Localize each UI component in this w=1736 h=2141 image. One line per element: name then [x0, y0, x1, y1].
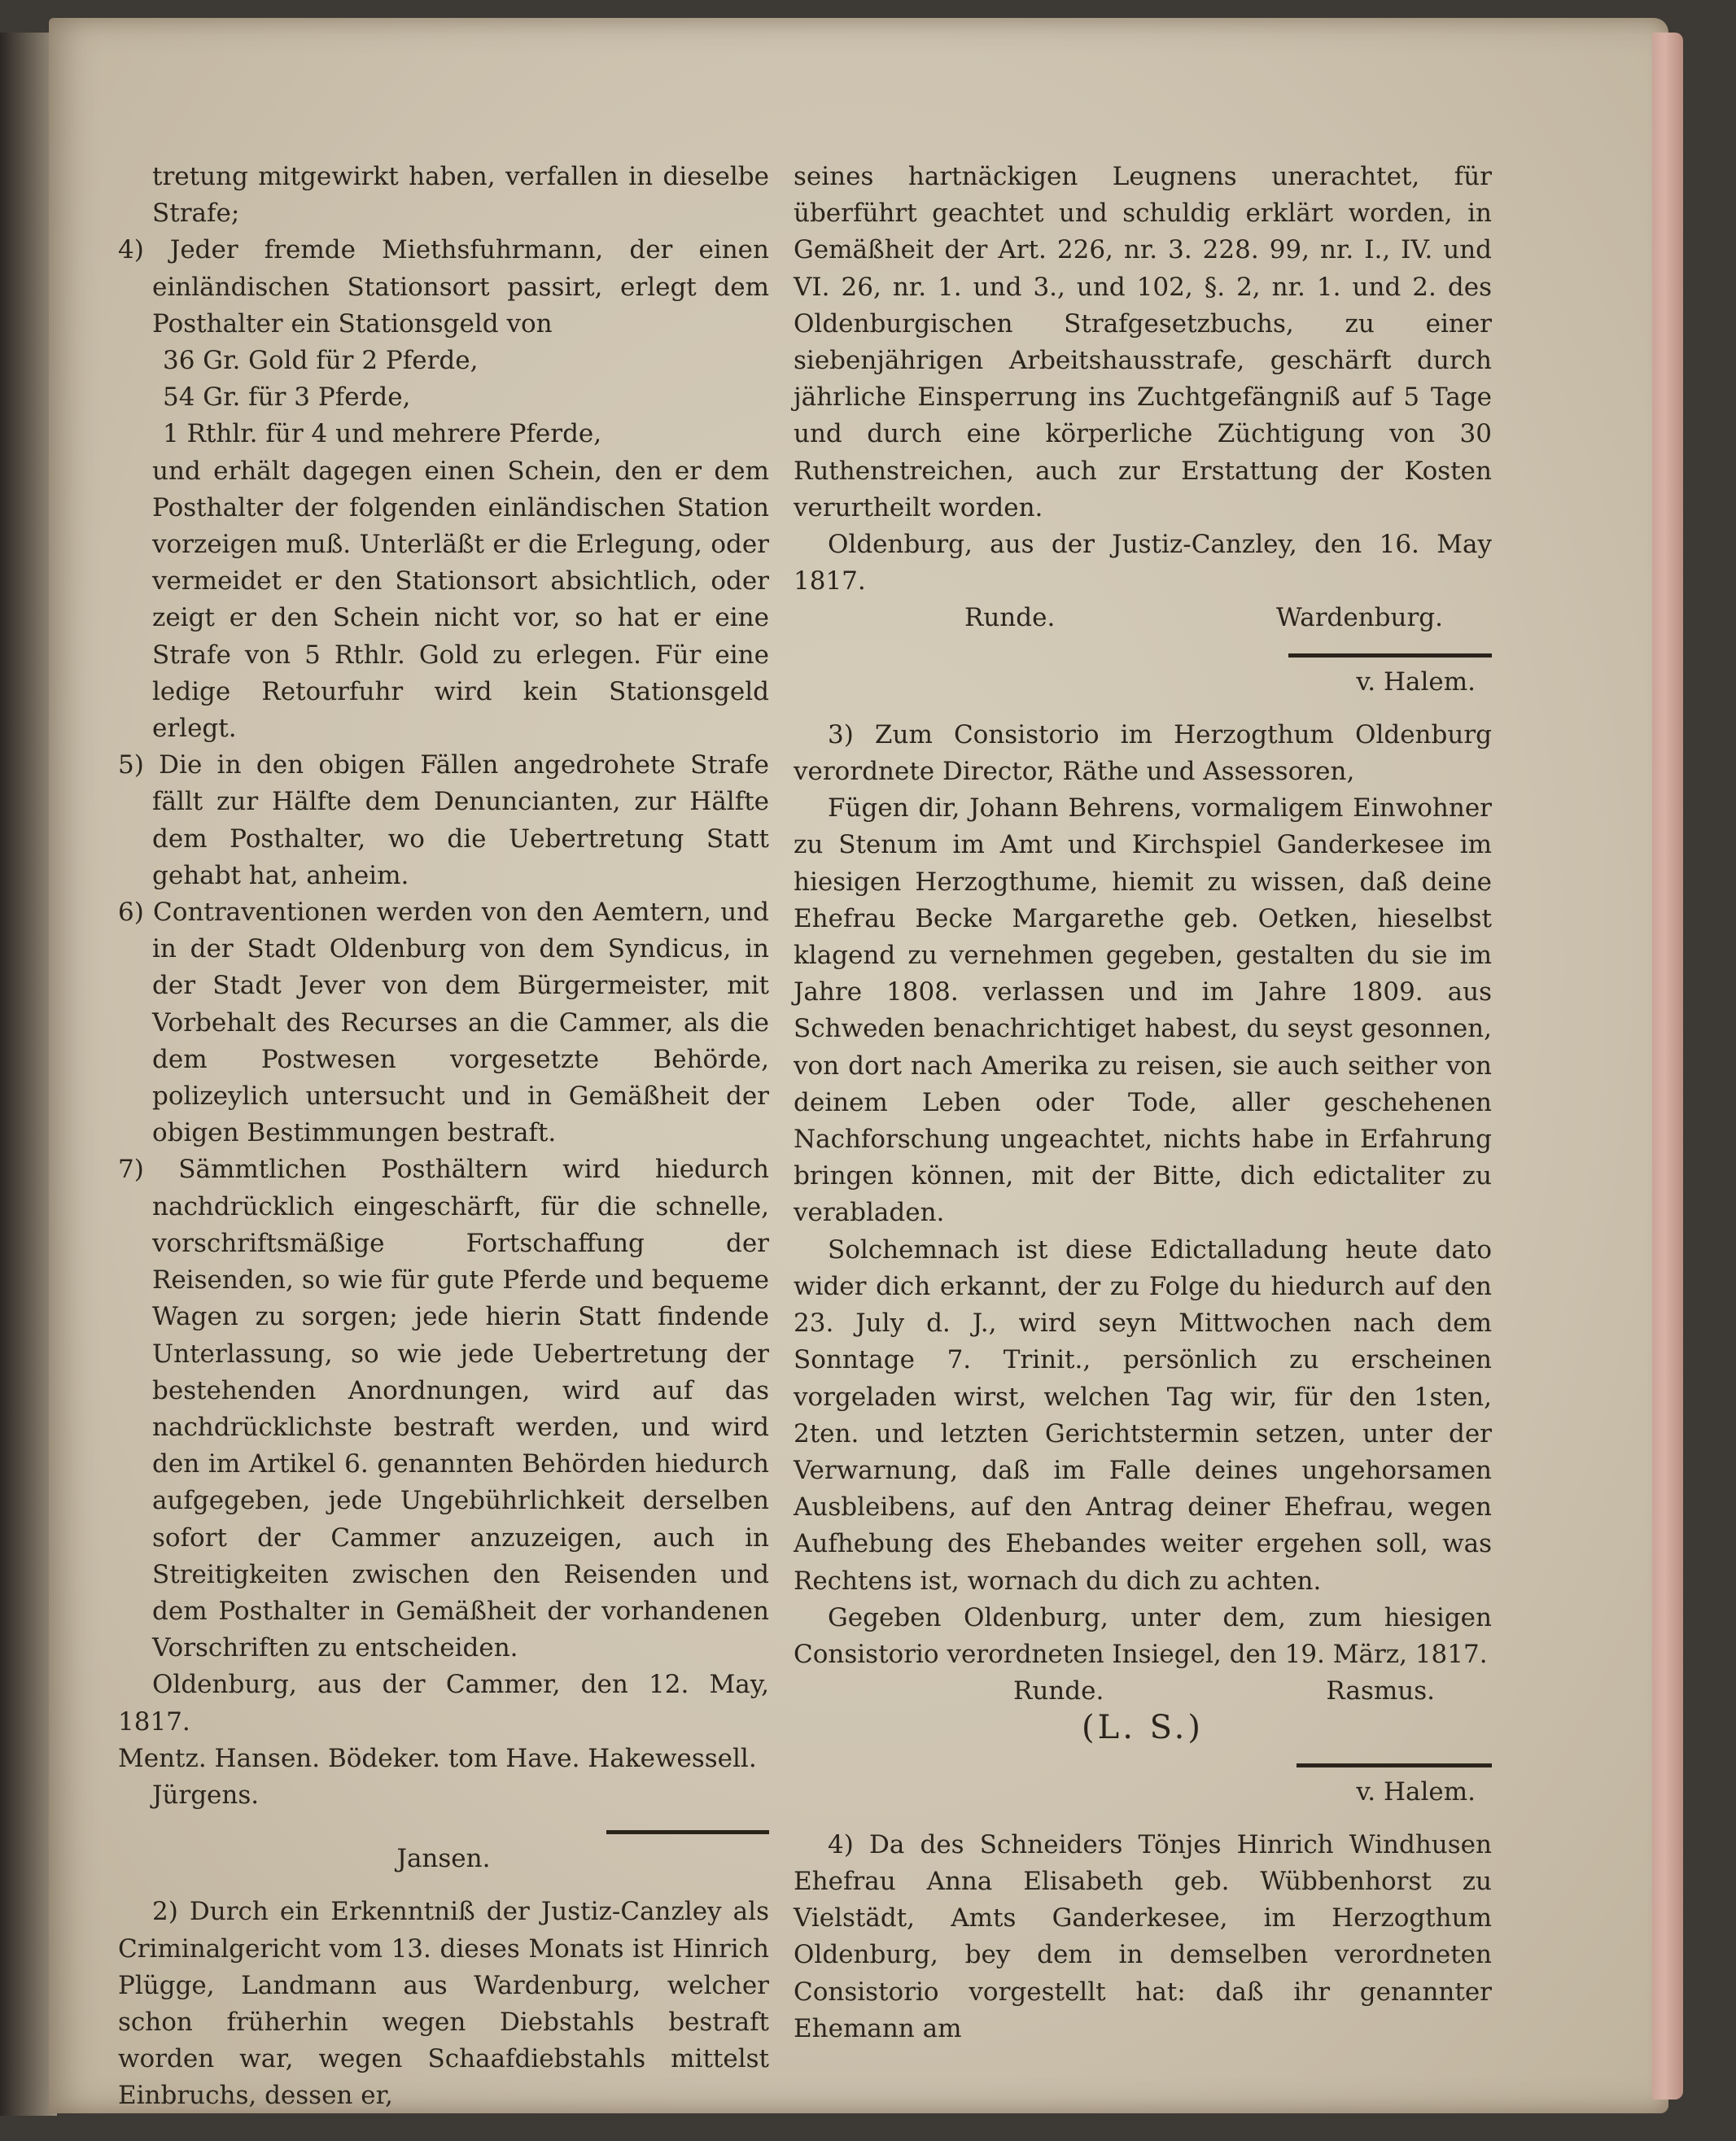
horizontal-rule	[1288, 653, 1492, 658]
horizontal-rule	[606, 1830, 769, 1834]
horizontal-rule	[1297, 1763, 1492, 1767]
signature-row	[794, 600, 1492, 636]
section-3-heading: 3) Zum Consistorio im Herzogthum Oldenburg verordnete Director, Räthe und Assessoren,	[794, 719, 1492, 787]
section-4: 4) Da des Schneiders Tönjes Hinrich Windhusen Ehefrau Anna Elisabeth geb. Wübbenhorst zu Vielstädt, Amts Ganderkesee, im Herzogthum Oldenburg, bey dem in demselben verordneten Consistorio vorgestellt hat: daß ihr genannter Ehemann am	[794, 1829, 1492, 2043]
section-2: 2) Durch ein Erkenntniß der Justiz-Canzley als Criminalgericht vom 13. dieses Monats ist Hinrich Plügge, Landmann aus Wardenburg, welcher schon früherhin wegen Diebstahls bestraft worden war, wegen Schaafdiebstahls mittelst Einbruchs, dessen er,	[118, 1897, 769, 2111]
spacer	[794, 1811, 1492, 1827]
seal-mark: (L. S.)	[1082, 1709, 1204, 1747]
dateline: Oldenburg, aus der Justiz-Canzley, den 16. May 1817.	[794, 530, 1492, 596]
spacer	[118, 1877, 769, 1894]
item-6: 6) Contraventionen werden von den Aemtern, und in der Stadt Oldenburg von dem Syndicus, in der Stadt Jever von dem Bürgermeister, mit Vorbehalt des Recurses an die Cammer, als die dem Postwesen vorgesetzte Behörde, polizeylich untersucht und in Gemäßheit der obigen Bestimmungen bestraft.	[118, 898, 769, 1148]
signature-rasmus: Rasmus.	[1326, 1676, 1435, 1706]
countersignature: v. Halem.	[1356, 1776, 1476, 1807]
dateline: Oldenburg, aus der Cammer, den 12. May, 1817.	[118, 1670, 769, 1737]
signatory-line-2: Jürgens.	[152, 1780, 260, 1810]
paragraph-continuation: seines hartnäckigen Leugnens unerachtet, für überführt geachtet und schuldig erklärt worden, in Gemäßheit der Art. 226, nr. 3. 228. 99, nr. I., IV. und VI. 26, nr. 1. und 3., und 102, §. 2, nr. 1. und 2. des Oldenburgischen Strafgesetzbuchs, zu einer siebenjährigen Arbeitshausstrafe, geschärft durch jährliche Einsperrung ins Zuchtgefängniß auf 5 Tage und durch eine körperliche Züchtigung von 30 Ruthenstreichen, auch zur Erstattung der Kosten verurtheilt worden.	[794, 162, 1492, 522]
signature-row	[794, 1673, 1492, 1710]
item-7: 7) Sämmtlichen Posthältern wird hiedurch nachdrücklich eingeschärft, für die schnelle, vorschriftsmäßige Fortschaffung der Reisenden, so wie für gute Pferde und bequeme Wagen zu sorgen; jede hierin Statt findende Unterlassung, so wie jede Uebertretung der bestehenden Anordnungen, wird auf das nachdrücklichste bestraft werden, und wird den im Artikel 6. genannten Behörden hiedurch aufgegeben, jede Ungebührlichkeit derselben sofort der Cammer anzuzeigen, auch in Streitigkeiten zwischen den Reisenden und dem Posthalter in Gemäßheit der vorhandenen Vorschriften zu entscheiden.	[118, 1155, 769, 1663]
page-fore-edge	[1652, 33, 1683, 2099]
fee-line-3: 1 Rthlr. für 4 und mehrere Pferde,	[163, 419, 602, 449]
item-4-intro: 4) Jeder fremde Miethsfuhrmann, der einen einländischen Stationsort passirt, erlegt dem Posthalter ein Stationsgeld von	[118, 235, 769, 339]
signature-wardenburg: Wardenburg.	[1276, 603, 1443, 633]
countersignature: Jansen.	[396, 1844, 491, 1874]
left-column	[118, 159, 769, 2115]
fee-line-1: 36 Gr. Gold für 2 Pferde,	[163, 346, 479, 376]
fee-line-2: 54 Gr. für 3 Pferde,	[163, 382, 411, 413]
signatories: Mentz. Hansen. Bödeker. tom Have. Hakewessell.	[118, 1743, 757, 1773]
right-column	[794, 159, 1492, 2047]
section-3-paragraph-3: Gegeben Oldenburg, unter dem, zum hiesigen Consistorio verordneten Insiegel, den 19. März, 1817.	[794, 1602, 1492, 1669]
signature-runde: Runde.	[1013, 1676, 1104, 1706]
section-3-paragraph-1: Fügen dir, Johann Behrens, vormaligem Einwohner zu Stenum im Amt und Kirchspiel Ganderkesee im hiesigen Herzogthume, hiemit zu wissen, daß deine Ehefrau Becke Margarethe geb. Oetken, hieselbst klagend zu vernehmen gegeben, gestalten du sie im Jahre 1808. verlassen und im Jahre 1809. aus Schweden benachrichtiget habest, du seyst gesonnen, von dort nach Amerika zu reisen, sie auch seither von deinem Leben oder Tode, aller geschehenen Nachforschung ungeachtet, nichts habe in Erfahrung bringen können, mit der Bitte, dich edictaliter zu verabladen.	[794, 793, 1492, 1228]
section-3-paragraph-2: Solchemnach ist diese Edictalladung heute dato wider dich erkannt, der zu Folge du hiedurch auf den 23. July d. J., wird seyn Mittwochen nach dem Sonntage 7. Trinit., persönlich zu erscheinen vorgeladen wirst, welchen Tag wir, für den 1sten, 2ten. und letzten Gerichtstermin setzen, unter der Verwarnung, daß im Falle deines ungehorsamen Ausbleibens, auf den Antrag deiner Ehefrau, wegen Aufhebung des Ehebandes weiter ergehen soll, was Rechtens ist, wornach du dich zu achten.	[794, 1234, 1492, 1596]
countersignature: v. Halem.	[1356, 666, 1476, 697]
item-4-rest: und erhält dagegen einen Schein, den er dem Posthalter der folgenden einländischen Station vorzeigen muß. Unterläßt er die Erlegung, oder vermeidet er den Stationsort absichtlich, oder zeigt er den Schein nicht vor, so hat er eine Strafe von 5 Rthlr. Gold zu erlegen. Für eine ledige Retourfuhr wird kein Stationsgeld erlegt.	[152, 456, 769, 744]
signature-runde: Runde.	[964, 603, 1056, 633]
item-5: 5) Die in den obigen Fällen angedrohete Strafe fällt zur Hälfte dem Denuncianten, zur Hälfte dem Posthalter, wo die Uebertretung Statt gehabt hat, anheim.	[118, 750, 769, 890]
spacer	[794, 701, 1492, 717]
paragraph-continuation: tretung mitgewirkt haben, verfallen in dieselbe Strafe;	[152, 162, 769, 229]
